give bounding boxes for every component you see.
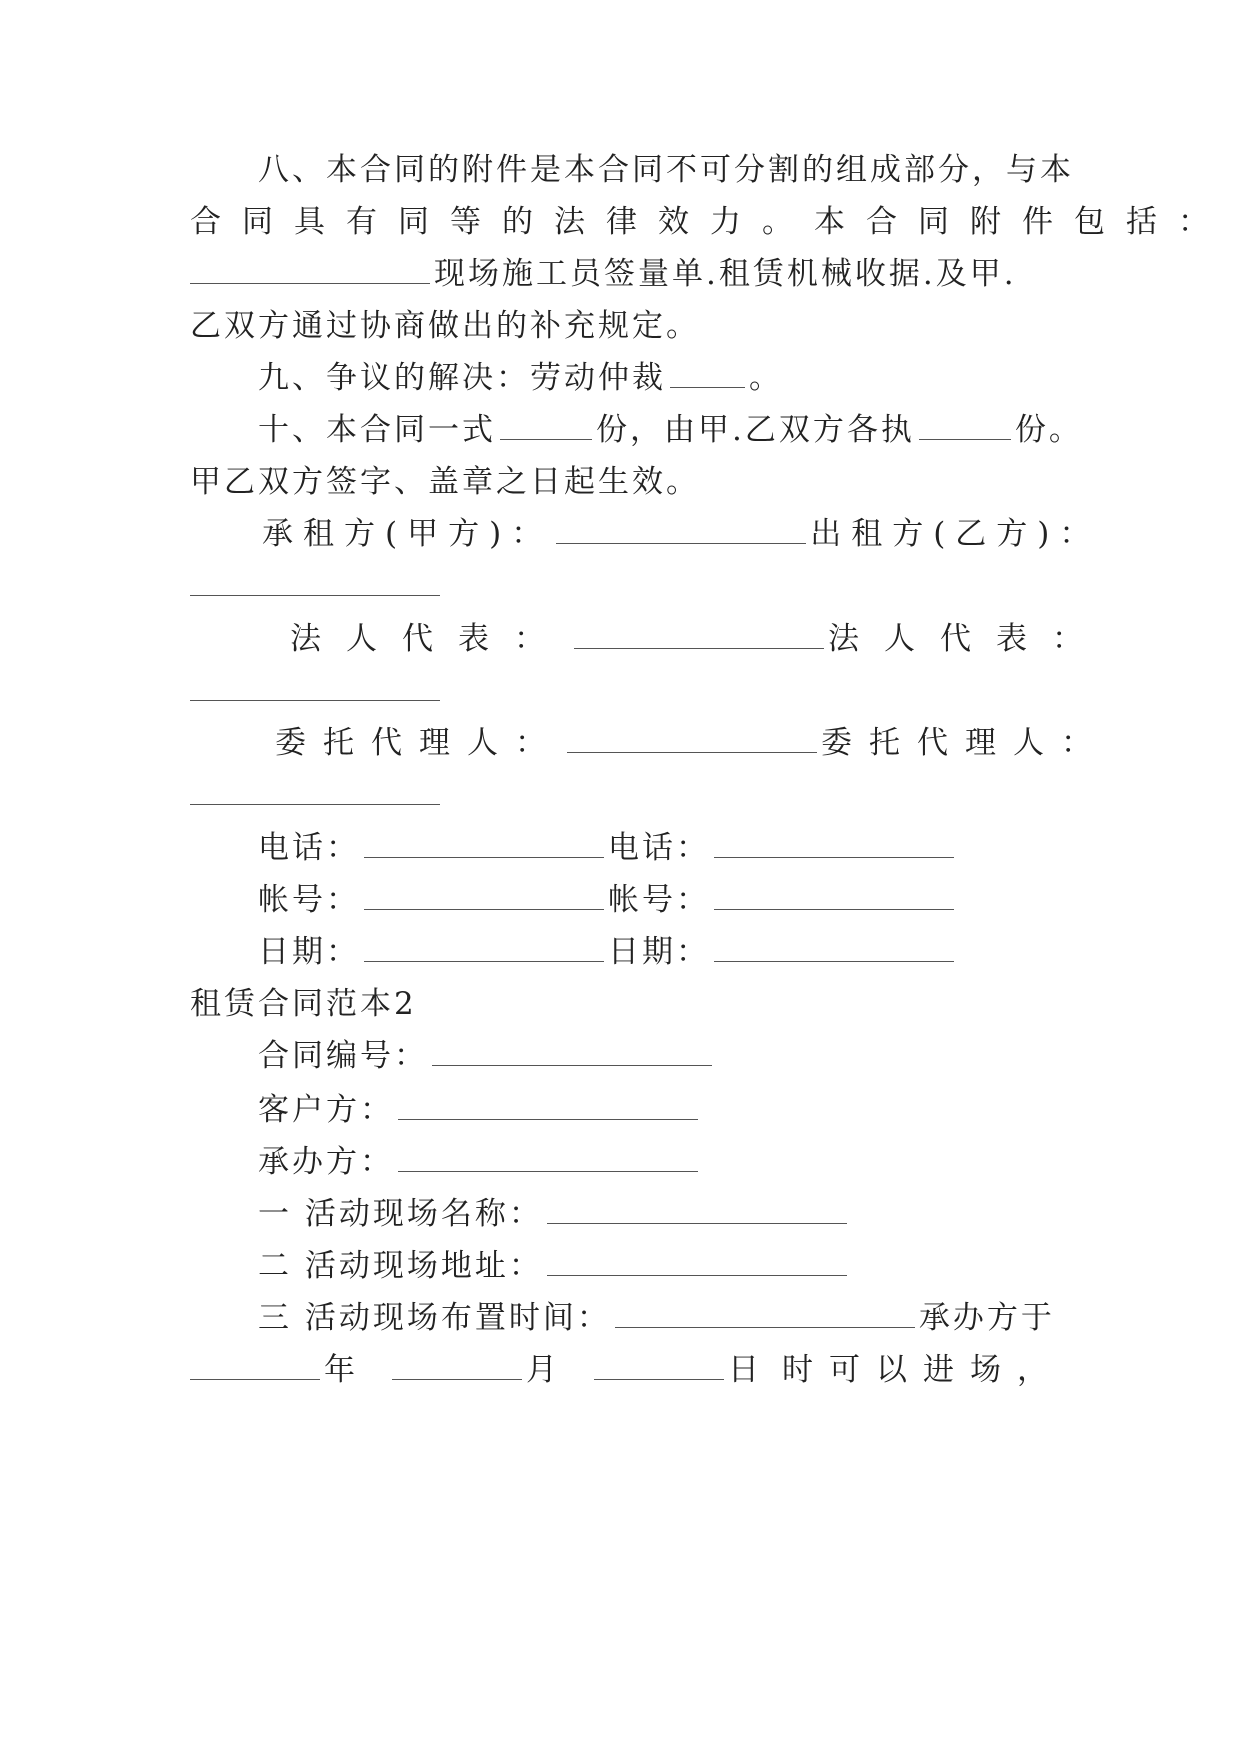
- sec8-line4: [190, 306, 700, 346]
- account-line: [258, 880, 958, 920]
- rep-blank-line: [190, 671, 444, 711]
- phone-line: [258, 828, 958, 868]
- sec10-line2: [190, 462, 700, 502]
- month-label: 月: [526, 1352, 560, 1388]
- sec8-line4-text: 乙双方通过协商做出的补充规定。: [190, 308, 700, 344]
- copies-blank: [500, 413, 592, 440]
- day-blank: [594, 1353, 724, 1380]
- item3-line: [258, 1298, 1055, 1338]
- date-label-b: 日期：: [608, 934, 710, 970]
- lessor-blank: [190, 569, 440, 596]
- sec8-line2-text: 合同具有同等的法律效力。本合同附件包括：: [190, 204, 1230, 240]
- sec10-line2-text: 甲乙双方签字、盖章之日起生效。: [190, 464, 700, 500]
- client-blank: [398, 1093, 698, 1120]
- account-blank-b: [714, 883, 954, 910]
- lessee-line: [262, 514, 1100, 554]
- sec10-line1: [258, 410, 1083, 450]
- phone-label-b: 电话：: [608, 830, 710, 866]
- arbitration-blank: [670, 361, 745, 388]
- item3-blank: [615, 1301, 915, 1328]
- enter-text: 时可以进场，: [782, 1352, 1064, 1388]
- agent-label-b: 委托代理人：: [821, 725, 1109, 761]
- date-blank-b: [714, 935, 954, 962]
- contract-no-blank: [432, 1039, 712, 1066]
- date-line: [258, 932, 958, 972]
- item1-label: 一 活动现场名称：: [258, 1196, 543, 1232]
- contract-no-label: 合同编号：: [258, 1038, 428, 1074]
- doc2-title-text: 租赁合同范本2: [190, 986, 417, 1022]
- date-label-a: 日期：: [258, 934, 360, 970]
- sec8-line2: [190, 202, 1230, 242]
- agent-line: [275, 723, 1109, 763]
- sec8-line3-text: 现场施工员签量单.租赁机械收据.及甲.: [434, 256, 1017, 292]
- agent-blank-b: [190, 778, 440, 805]
- sec9-end: 。: [749, 360, 783, 396]
- day-label: 日: [728, 1352, 762, 1388]
- contractor-blank: [398, 1145, 698, 1172]
- item3-label: 三 活动现场布置时间：: [258, 1300, 611, 1336]
- agent-blank-a: [567, 726, 817, 753]
- contractor-label: 承办方：: [258, 1144, 394, 1180]
- lessor-label: 出租方(乙方)：: [810, 516, 1101, 552]
- sec9-text: 九、争议的解决：劳动仲裁: [258, 360, 666, 396]
- agent-blank-line: [190, 775, 444, 815]
- sec10-text-c: 份。: [1014, 412, 1083, 448]
- lessee-blank: [556, 517, 806, 544]
- each-copies-blank: [919, 413, 1011, 440]
- year-blank: [190, 1353, 320, 1380]
- item2-line: [258, 1246, 851, 1286]
- rep-blank-a: [574, 622, 824, 649]
- rep-line: [290, 619, 1108, 659]
- item3-end: 承办方于: [918, 1300, 1055, 1336]
- sec10-text-a: 十、本合同一式: [258, 412, 496, 448]
- account-label-a: 帐号：: [258, 882, 360, 918]
- item2-label: 二 活动现场地址：: [258, 1248, 543, 1284]
- lessee-label: 承租方(甲方)：: [262, 516, 553, 552]
- item1-blank: [547, 1197, 847, 1224]
- sec9-line: [258, 358, 783, 398]
- account-label-b: 帐号：: [608, 882, 710, 918]
- contractor-line: [258, 1142, 702, 1182]
- sec8-line1: [258, 150, 1074, 190]
- phone-blank-a: [364, 831, 604, 858]
- account-blank-a: [364, 883, 604, 910]
- sec8-line3: [190, 254, 1017, 294]
- rep-blank-b: [190, 674, 440, 701]
- attachment-blank: [190, 257, 430, 284]
- month-blank: [392, 1353, 522, 1380]
- doc2-title: [190, 984, 417, 1024]
- entry-time-line: [190, 1350, 1064, 1390]
- sec10-text-b: 份，由甲.乙双方各执: [596, 412, 915, 448]
- client-label: 客户方：: [258, 1092, 394, 1128]
- agent-label-a: 委托代理人：: [275, 725, 563, 761]
- phone-label-a: 电话：: [258, 830, 360, 866]
- client-line: [258, 1090, 702, 1130]
- item1-line: [258, 1194, 851, 1234]
- rep-label-b: 法人代表：: [828, 621, 1108, 657]
- rep-label-a: 法人代表：: [290, 621, 570, 657]
- sec8-line1-text: 八、本合同的附件是本合同不可分割的组成部分，与本: [258, 152, 1074, 188]
- contract-no-line: [258, 1036, 716, 1076]
- date-blank-a: [364, 935, 604, 962]
- item2-blank: [547, 1249, 847, 1276]
- lessor-blank-line: [190, 566, 444, 606]
- year-label: 年: [324, 1352, 358, 1388]
- phone-blank-b: [714, 831, 954, 858]
